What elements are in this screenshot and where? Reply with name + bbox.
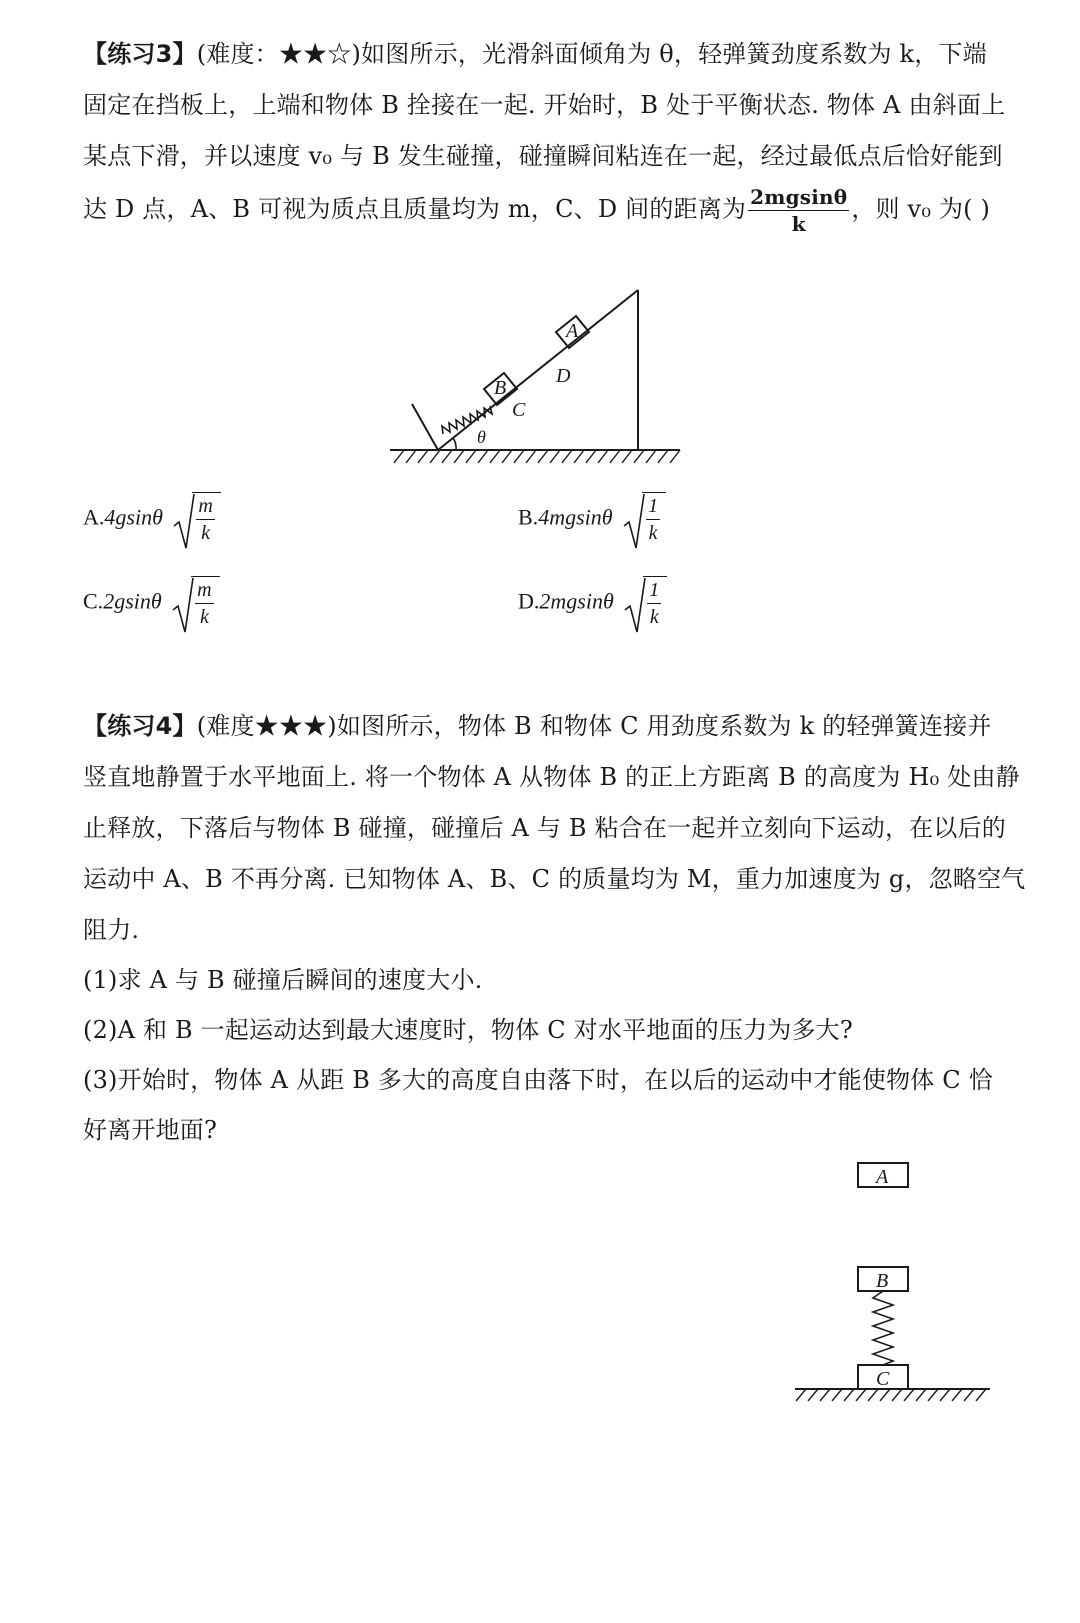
ex4-line-1: [83, 706, 997, 741]
ex3-distance-fraction: [748, 187, 849, 234]
ex3-text-1: (难度：★★☆)如图所示，光滑斜面倾角为 θ，轻弹簧劲度系数为 k，下端: [196, 40, 987, 68]
option-d[interactable]: D.2mgsinθ $\frac{1}{k}$: [518, 580, 663, 627]
ex3-line-2: 固定在挡板上，上端和物体 B 拴接在一起. 开始时，B 处于平衡状态. 物体 A 由斜面上: [83, 91, 1006, 119]
label-C: C: [512, 399, 526, 421]
vertical-spring-figure: [790, 1155, 1000, 1415]
ex4-question-2: (2)A 和 B 一起运动达到最大速度时，物体 C 对水平地面的压力为多大?: [83, 1016, 853, 1044]
ex3-text-4-post: ，则 v₀ 为( ): [851, 195, 991, 223]
label-A: A: [566, 320, 579, 342]
ex4-question-1: (1)求 A 与 B 碰撞后瞬间的速度大小.: [83, 966, 483, 994]
label-A: A: [876, 1166, 889, 1188]
ex4-question-3-cont: 好离开地面?: [83, 1116, 218, 1144]
option-c[interactable]: C.2gsinθ $\frac{m}{k}$: [83, 580, 216, 627]
label-D: D: [556, 365, 571, 387]
fraction-denominator: k: [791, 212, 806, 236]
label-theta: θ: [477, 427, 486, 447]
label-B: B: [876, 1270, 889, 1292]
sqrt-symbol: $\frac{1}{k}$: [623, 580, 663, 627]
fraction-numerator: 2mgsinθ: [750, 185, 848, 209]
ex4-line-2: 竖直地静置于水平地面上. 将一个物体 A 从物体 B 的正上方距离 B 的高度为 H₀ 处由静: [83, 763, 1020, 791]
ex3-line-1: [83, 34, 997, 69]
ex4-line-5: 阻力.: [83, 916, 140, 944]
option-a[interactable]: A.4gsinθ $\frac{m}{k}$: [83, 496, 217, 543]
ex4-line-3: 止释放，下落后与物体 B 碰撞，碰撞后 A 与 B 粘合在一起并立刻向下运动，在以后的: [83, 814, 1006, 842]
ex3-tag: 【练习3】: [83, 40, 197, 68]
ex4-question-3: (3)开始时，物体 A 从距 B 多大的高度自由落下时，在以后的运动中才能使物体 C 恰: [83, 1066, 993, 1094]
ex4-line-4: 运动中 A、B 不再分离. 已知物体 A、B、C 的质量均为 M，重力加速度为 g，忽略空气: [83, 865, 1026, 893]
ex3-line-4: [83, 187, 997, 234]
sqrt-symbol: $\frac{1}{k}$: [622, 496, 662, 543]
label-B: B: [494, 377, 507, 399]
ex3-line-3: 某点下滑，并以速度 v₀ 与 B 发生碰撞，碰撞瞬间粘连在一起，经过最低点后恰好能到: [83, 142, 1003, 170]
sqrt-symbol: $\frac{m}{k}$: [171, 580, 215, 627]
option-b[interactable]: B.4mgsinθ $\frac{1}{k}$: [518, 496, 662, 543]
sqrt-symbol: $\frac{m}{k}$: [172, 496, 216, 543]
label-C: C: [876, 1368, 890, 1390]
incline-figure: [380, 280, 700, 470]
ex4-text-1: (难度★★★)如图所示，物体 B 和物体 C 用劲度系数为 k 的轻弹簧连接并: [196, 712, 992, 740]
ex3-text-4-pre: 达 D 点，A、B 可视为质点且质量均为 m，C、D 间的距离为: [83, 195, 747, 223]
ex4-tag: 【练习4】: [83, 712, 197, 740]
